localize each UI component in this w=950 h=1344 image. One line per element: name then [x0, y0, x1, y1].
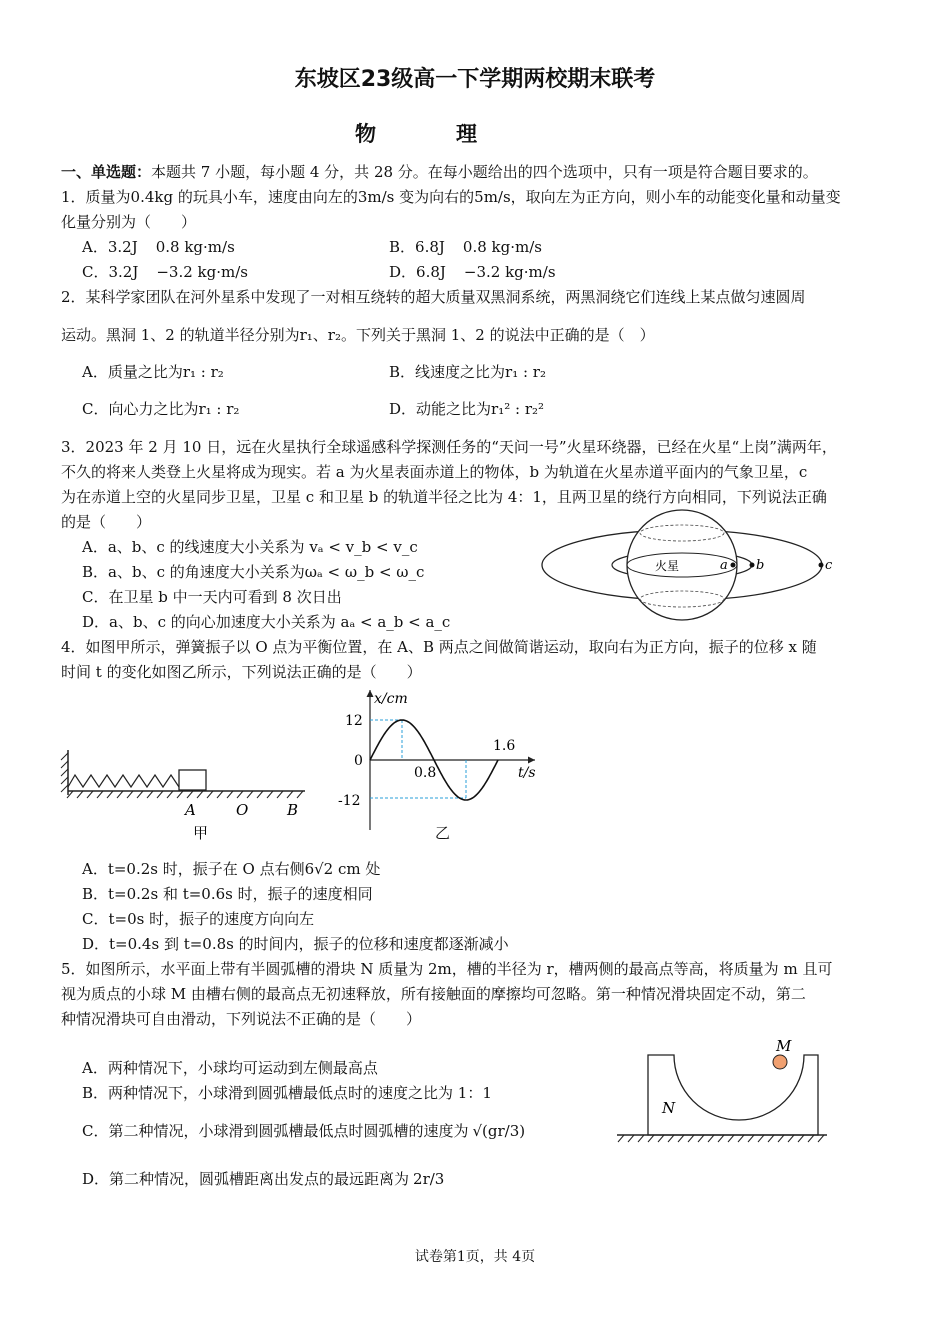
q1-option-a: A．3.2J 0.8 kg·m/s: [82, 238, 235, 256]
q4-option-a: A．t=0.2s 时，振子在 O 点右侧6√2 cm 处: [82, 860, 381, 878]
exam-title: 东坡区23级高一下学期两校期末联考: [294, 67, 656, 92]
q4-line1: 4．如图甲所示，弹簧振子以 O 点为平衡位置，在 A、B 两点之间做简谐运动，取向右为正方向，振子的位移 x 随: [61, 638, 817, 656]
q2-option-d: D．动能之比为r₁² : r₂²: [389, 400, 545, 418]
displacement-time-chart: [330, 685, 550, 845]
q2-option-b: B．线速度之比为r₁ : r₂: [389, 363, 546, 381]
q5-option-d: D．第二种情况，圆弧槽距离出发点的最远距离为 2r/3: [82, 1170, 445, 1188]
oscillator-block: [179, 770, 206, 790]
x-axis-label: t/s: [518, 765, 536, 781]
spring: [68, 775, 179, 787]
q3-option-a: A．a、b、c 的线速度大小关系为 vₐ < v_b < v_c: [82, 538, 418, 556]
q5-line1: 5．如图所示，水平面上带有半圆弧槽的滑块 N 质量为 2m，槽的半径为 r，槽两侧的最高点等高，将质量为 m 且可: [61, 960, 833, 978]
q2-option-c: C．向心力之比为r₁ : r₂: [82, 400, 240, 418]
half-circle-groove-figure: [612, 1035, 832, 1150]
label-M: M: [776, 1037, 792, 1055]
q3-option-d: D．a、b、c 的向心加速度大小关系为 aₐ < a_b < a_c: [82, 613, 451, 631]
q2-option-a: A．质量之比为r₁ : r₂: [82, 363, 224, 381]
label-A: A: [185, 801, 196, 819]
ball-M: [773, 1055, 787, 1069]
q5-option-b: B．两种情况下，小球滑到圆弧槽最低点时的速度之比为 1：1: [82, 1084, 492, 1102]
page-footer: 试卷第1页，共 4页: [414, 1249, 536, 1265]
label-O: O: [236, 801, 249, 819]
q5-option-c: C．第二种情况，小球滑到圆弧槽最低点时圆弧槽的速度为 √(gr/3): [82, 1122, 526, 1140]
q3-option-b: B．a、b、c 的角速度大小关系为ωₐ < ω_b < ω_c: [82, 563, 425, 581]
label-b: b: [756, 558, 765, 573]
q4-option-d: D．t=0.4s 到 t=0.8s 的时间内，振子的位移和速度都逐渐减小: [82, 935, 509, 953]
point-b: [750, 563, 755, 568]
slider-N: [648, 1055, 818, 1135]
point-a: [731, 563, 736, 568]
section-instructions: [61, 161, 818, 182]
q4-option-c: C．t=0s 时，振子的速度方向向左: [82, 910, 315, 928]
xtick-0.8: 0.8: [414, 765, 437, 781]
ytick-0: 0: [354, 753, 363, 769]
q1-line1: 1．质量为0.4kg 的玩具小车，速度由向左的3m/s 变为向右的5m/s，取向左为正方向，则小车的动能变化量和动量变: [61, 188, 841, 206]
mars-orbit-figure: [535, 505, 855, 630]
q4-option-b: B．t=0.2s 和 t=0.6s 时，振子的速度相同: [82, 885, 373, 903]
ground-hatch: [67, 791, 303, 798]
label-a: a: [720, 558, 728, 573]
caption-jia: 甲: [193, 824, 209, 842]
q5-line2: 视为质点的小球 M 由槽右侧的最高点无初速释放，所有接触面的摩擦均可忽略。第一种情况滑块固定不动，第二: [61, 985, 806, 1003]
q2-line1: 2．某科学家团队在河外星系中发现了一对相互绕转的超大质量双黑洞系统，两黑洞绕它们连线上某点做匀速圆周: [61, 288, 806, 306]
caption-yi: 乙: [435, 824, 451, 842]
q1-option-b: B．6.8J 0.8 kg·m/s: [389, 238, 542, 256]
point-c: [819, 563, 824, 568]
wall-hatch: [61, 753, 68, 792]
ytick-neg12: -12: [338, 793, 361, 809]
label-N: N: [662, 1099, 676, 1117]
y-axis-label: x/cm: [374, 691, 408, 707]
q5-option-d-formula: 2r/3: [413, 1170, 445, 1188]
label-c: c: [825, 558, 833, 573]
q1-line2: 化量分别为（ ）: [61, 213, 197, 231]
q3-line2: 不久的将来人类登上火星将成为现实。若 a 为火星表面赤道上的物体，b 为轨道在火星赤道平面内的气象卫星，c: [61, 463, 808, 481]
section-text: 本题共 7 小题，每小题 4 分，共 28 分。在每小题给出的四个选项中，只有一项是符合题目要求的。: [151, 163, 818, 181]
label-B: B: [287, 801, 299, 819]
q3-line3: 为在赤道上空的火星同步卫星，卫星 c 和卫星 b 的轨道半径之比为 4：1，且两卫星的绕行方向相同，下列说法正确: [61, 488, 827, 506]
q5-option-c-formula: √(gr/3): [472, 1122, 526, 1140]
q1-option-d: D．6.8J −3.2 kg·m/s: [389, 263, 556, 281]
q3-line4: 的是（ ）: [61, 513, 152, 531]
subject-char-2: 理: [456, 122, 477, 146]
spring-oscillator-figure: [55, 745, 325, 845]
ytick-12: 12: [345, 713, 363, 729]
q5-line3: 种情况滑块可自由滑动，下列说法不正确的是（ ）: [61, 1010, 422, 1028]
xtick-1.6: 1.6: [493, 738, 516, 754]
mars-label: 火星: [655, 559, 680, 573]
section-heading: 一、单选题：: [61, 163, 152, 181]
q2-line2: 运动。黑洞 1、2 的轨道半径分别为r₁、r₂。下列关于黑洞 1、2 的说法中正确的是（ ）: [61, 326, 655, 344]
q3-option-c: C．在卫星 b 中一天内可看到 8 次日出: [82, 588, 342, 606]
q3-line1: 3．2023 年 2 月 10 日，远在火星执行全球遥感科学探测任务的“天问一号”火星环绕器，已经在火星“上岗”满两年，: [61, 438, 837, 456]
q4-line2: 时间 t 的变化如图乙所示，下列说法正确的是（ ）: [61, 663, 422, 681]
floor-hatch: [618, 1135, 824, 1142]
q5-option-a: A．两种情况下，小球均可运动到左侧最高点: [82, 1059, 378, 1077]
subject-char-1: 物: [355, 122, 376, 146]
q1-option-c: C．3.2J −3.2 kg·m/s: [82, 263, 248, 281]
